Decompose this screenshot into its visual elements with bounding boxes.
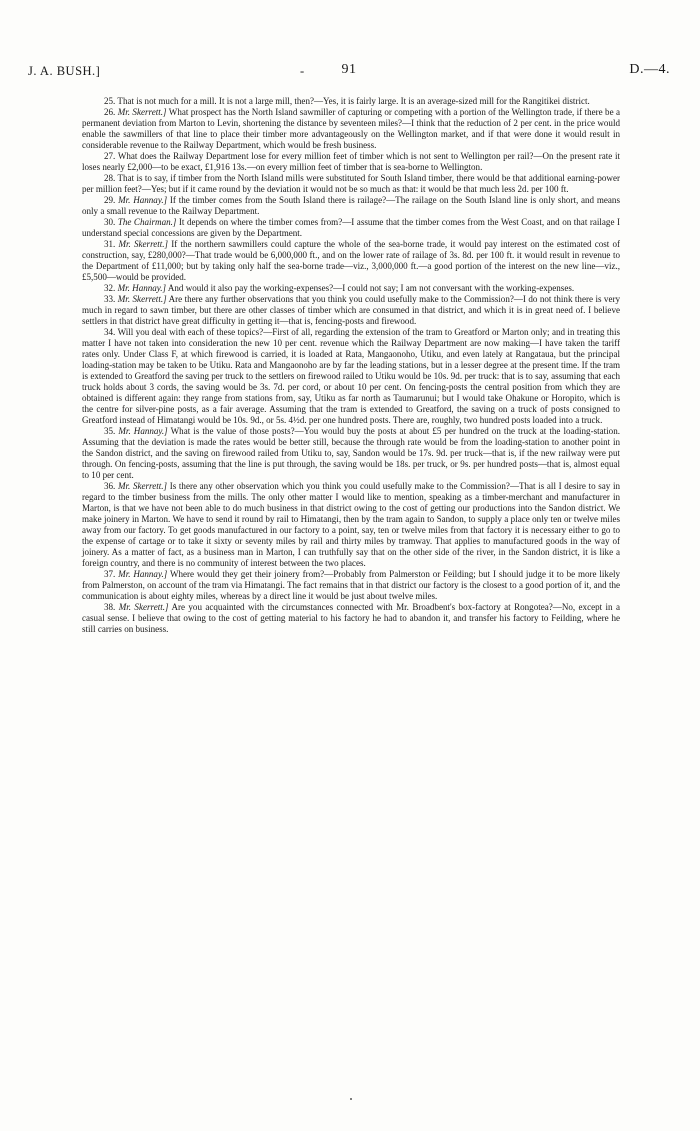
paragraph-14 bbox=[82, 602, 620, 635]
paragraph-text: That is not much for a mill. It is not a large mill, then?—Yes, it is fairly large. It is an average-sized mill for the Rangitikei district. bbox=[117, 96, 590, 106]
paragraph-text: If the timber comes from the South Island there is railage?—The railage on the South Island line is only short, and means only a small revenue to the Railway Department. bbox=[82, 195, 620, 216]
paragraph-number: 37. bbox=[104, 569, 116, 579]
speaker-label: Mr. Hannay.] bbox=[118, 569, 168, 579]
paragraph-number: 27. bbox=[104, 151, 116, 161]
paragraph-text: What does the Railway Department lose for every million feet of timber which is not sent to Wellington per rail?—On the present rate it loses nearly £2,000—to be exact, £1,916 13s.—on every million feet of timber that is sea-borne to Wellington. bbox=[82, 151, 620, 172]
speaker-label: Mr. Skerrett.] bbox=[117, 294, 167, 304]
paragraph-1 bbox=[82, 96, 620, 107]
paragraph-12 bbox=[82, 481, 620, 569]
paragraph-11 bbox=[82, 426, 620, 481]
paragraph-10 bbox=[82, 327, 620, 426]
paragraph-number: 38. bbox=[104, 602, 116, 612]
paragraph-number: 34. bbox=[104, 327, 116, 337]
paragraph-2 bbox=[82, 107, 620, 151]
speaker-label: Mr. Skerrett.] bbox=[118, 239, 169, 249]
paragraph-text: Will you deal with each of these topics?—First of all, regarding the extension of the tram to Greatford or Marton only; and in treating this matter I have not taken into consideration the new 10 per cent. revenue which the Railway Department are now making—I have taken the tariff rates only. Under Class F, at which firewood is carried, it is loaded at Rata, Mangaonoho, Utiku, and even lately at Rangataua, but the principal loading-station may be taken to be Utiku. Rata and Mangaonoho are by far the leading stations, but in a lesser degree at the present time. If the tram is extended to Greatford the saving per truck to the settlers on firewood railed to Utiku would be 10s. 9d. per truck: that is to say, assuming that each truck holds about 3 cords, the saving would be 3s. 7d. per cord, or about 10 per cent. On fencing-posts the central position from which they are obtained is different again: they range from stations from, say, Utiku as far north as Taumarunui; but I would take Ohakune or Horopito, which is the centre for silver-pine posts, as a fair average. Assuming that the tram is extended to Greatford, the saving on a truck of posts consigned to Greatford instead of Himatangi would be 10s. 9d., or 5s. 4½d. per one hundred posts. There are, roughly, two hundred posts loaded into a truck. bbox=[82, 327, 620, 425]
speaker-label: Mr. Skerrett.] bbox=[117, 107, 167, 117]
paragraph-number: 30. bbox=[104, 217, 116, 227]
paragraph-text: What prospect has the North Island sawmiller of capturing or competing with a portion of the Wellington trade, if there be a permanent deviation from Marton to Levin, shortening the distance by seventeen miles?—I think that the reduction of 2 per cent. in the price would enable the sawmillers of that line to place their timber more advantageously on the Wellington market, and if that were done it would result in considerable revenue to the Railway Department, which would be fresh business. bbox=[82, 107, 620, 150]
paragraph-number: 35. bbox=[104, 426, 116, 436]
speaker-label: Mr. Hannay.] bbox=[118, 426, 168, 436]
paper-series: D.—4. bbox=[629, 62, 670, 77]
paragraph-text: If the northern sawmillers could capture the whole of the sea-borne trade, it would pay interest on the estimated cost of construction, say, £280,000?—That trade would be 6,000,000 ft., and on the lower rate of railage of 3s. 8d. per 100 ft. it would result in revenue to the Department of £11,000; but by taking only half the sea-borne trade—viz., 3,000,000 ft.—a good portion of the interest on the new line—viz., £5,500—would be provided. bbox=[82, 239, 621, 282]
speaker-label: Mr. Hannay.] bbox=[117, 283, 167, 293]
paragraph-6 bbox=[82, 217, 620, 239]
document-body bbox=[82, 96, 620, 635]
paragraph-number: 25. bbox=[104, 96, 116, 106]
paragraph-number: 28. bbox=[104, 173, 116, 183]
paragraph-9 bbox=[82, 294, 620, 327]
witness-name: J. A. BUSH.] bbox=[28, 64, 101, 78]
paragraph-text: It depends on where the timber comes from?—I assume that the timber comes from the West Coast, and on that railage I understand special concessions are given by the Department. bbox=[82, 217, 620, 238]
paragraph-text: Where would they get their joinery from?—Probably from Palmerston or Feilding; but I should judge it to be more likely from Palmerston, on account of the tram via Himatangi. The fact remains that in that district our factory is the closest to a good portion of it, and the communication is about eighty miles, whereas by a direct line it would be just about twelve miles. bbox=[82, 569, 620, 601]
page-number: 91 bbox=[341, 62, 357, 77]
paragraph-text: And would it also pay the working-expenses?—I could not say; I am not conversant with the working-expenses. bbox=[167, 283, 575, 293]
paragraph-5 bbox=[82, 195, 620, 217]
paragraph-4 bbox=[82, 173, 620, 195]
header-dash: - bbox=[300, 64, 305, 78]
paragraph-text: Are you acquainted with the circumstances connected with Mr. Broadbent's box-factory at Rongotea?—No, except in a casual sense. I believe that owing to the cost of getting material to his factory he had to abandon it, and transfer his factory to Feilding, where he still carries on business. bbox=[82, 602, 621, 634]
paragraph-text: Are there any further observations that you think you could usefully make to the Commission?—I do not think there is very much in regard to sawn timber, but there are other classes of timber which are consumed in that district, and which it is in great need of. I believe settlers in that district have great difficulty in getting it—that is, fencing-posts and firewood. bbox=[82, 294, 621, 326]
speaker-label: The Chairman.] bbox=[117, 217, 177, 227]
paragraph-number: 26. bbox=[104, 107, 116, 117]
page-header bbox=[28, 62, 670, 82]
paragraph-number: 29. bbox=[104, 195, 116, 205]
paragraph-text: That is to say, if timber from the North Island mills were substituted for South Island timber, there would be that additional earning-power per million feet?—Yes; but if it came round by the deviation it would not be so much as that: it would be that much less 2d. per 100 ft. bbox=[82, 173, 620, 194]
paragraph-8 bbox=[82, 283, 620, 294]
speaker-label: Mr. Hannay.] bbox=[118, 195, 168, 205]
paragraph-number: 33. bbox=[104, 294, 116, 304]
speaker-label: Mr. Skerrett.] bbox=[118, 602, 169, 612]
paragraph-13 bbox=[82, 569, 620, 602]
paragraph-number: 31. bbox=[104, 239, 116, 249]
paragraph-3 bbox=[82, 151, 620, 173]
paragraph-number: 36. bbox=[104, 481, 116, 491]
page-mark bbox=[350, 1098, 352, 1100]
speaker-label: Mr. Skerrett.] bbox=[117, 481, 168, 491]
paragraph-text: What is the value of those posts?—You would buy the posts at about £5 per hundred on the truck at the loading-station. Assuming that the deviation is made the rates would be better still, because the through rate would be from the loading-station to another point in the Sandon district, and the saving on firewood railed from Utiku to, say, Sandon would be 17s. 9d. per truck—that is, if the new railway were put through. On fencing-posts, assuming that the line is put through, the saving would be 18s. per truck, or 9s. per hundred posts—that is, almost equal to 10 per cent. bbox=[82, 426, 620, 480]
paragraph-text: Is there any other observation which you think you could usefully make to the Commission?—That is all I desire to say in regard to the timber business from the mills. The only other matter I would like to mention, speaking as a timber-merchant and manufacturer in Marton, is that we have not been able to do much business in that district owing to the cost of getting our productions into the Sandon district. We make joinery in Marton. We have to send it round by rail to Himatangi, then by the tram again to Sandon, to supply a place only ten or twelve miles away from our factory. To get goods manufactured in our factory to a point, say, ten or twelve miles from that factory it is necessary either to go to the expense of cartage or to take it sixty or seventy miles by rail and thirty miles by tramway. That applies to manufactured goods in the way of joinery. As a matter of fact, as a business man in Marton, I can truthfully say that on the other side of the river, in the Sandon district, it is like a foreign country, and there is no community of interest between the two places. bbox=[82, 481, 620, 568]
paragraph-number: 32. bbox=[104, 283, 116, 293]
paragraph-7 bbox=[82, 239, 620, 283]
